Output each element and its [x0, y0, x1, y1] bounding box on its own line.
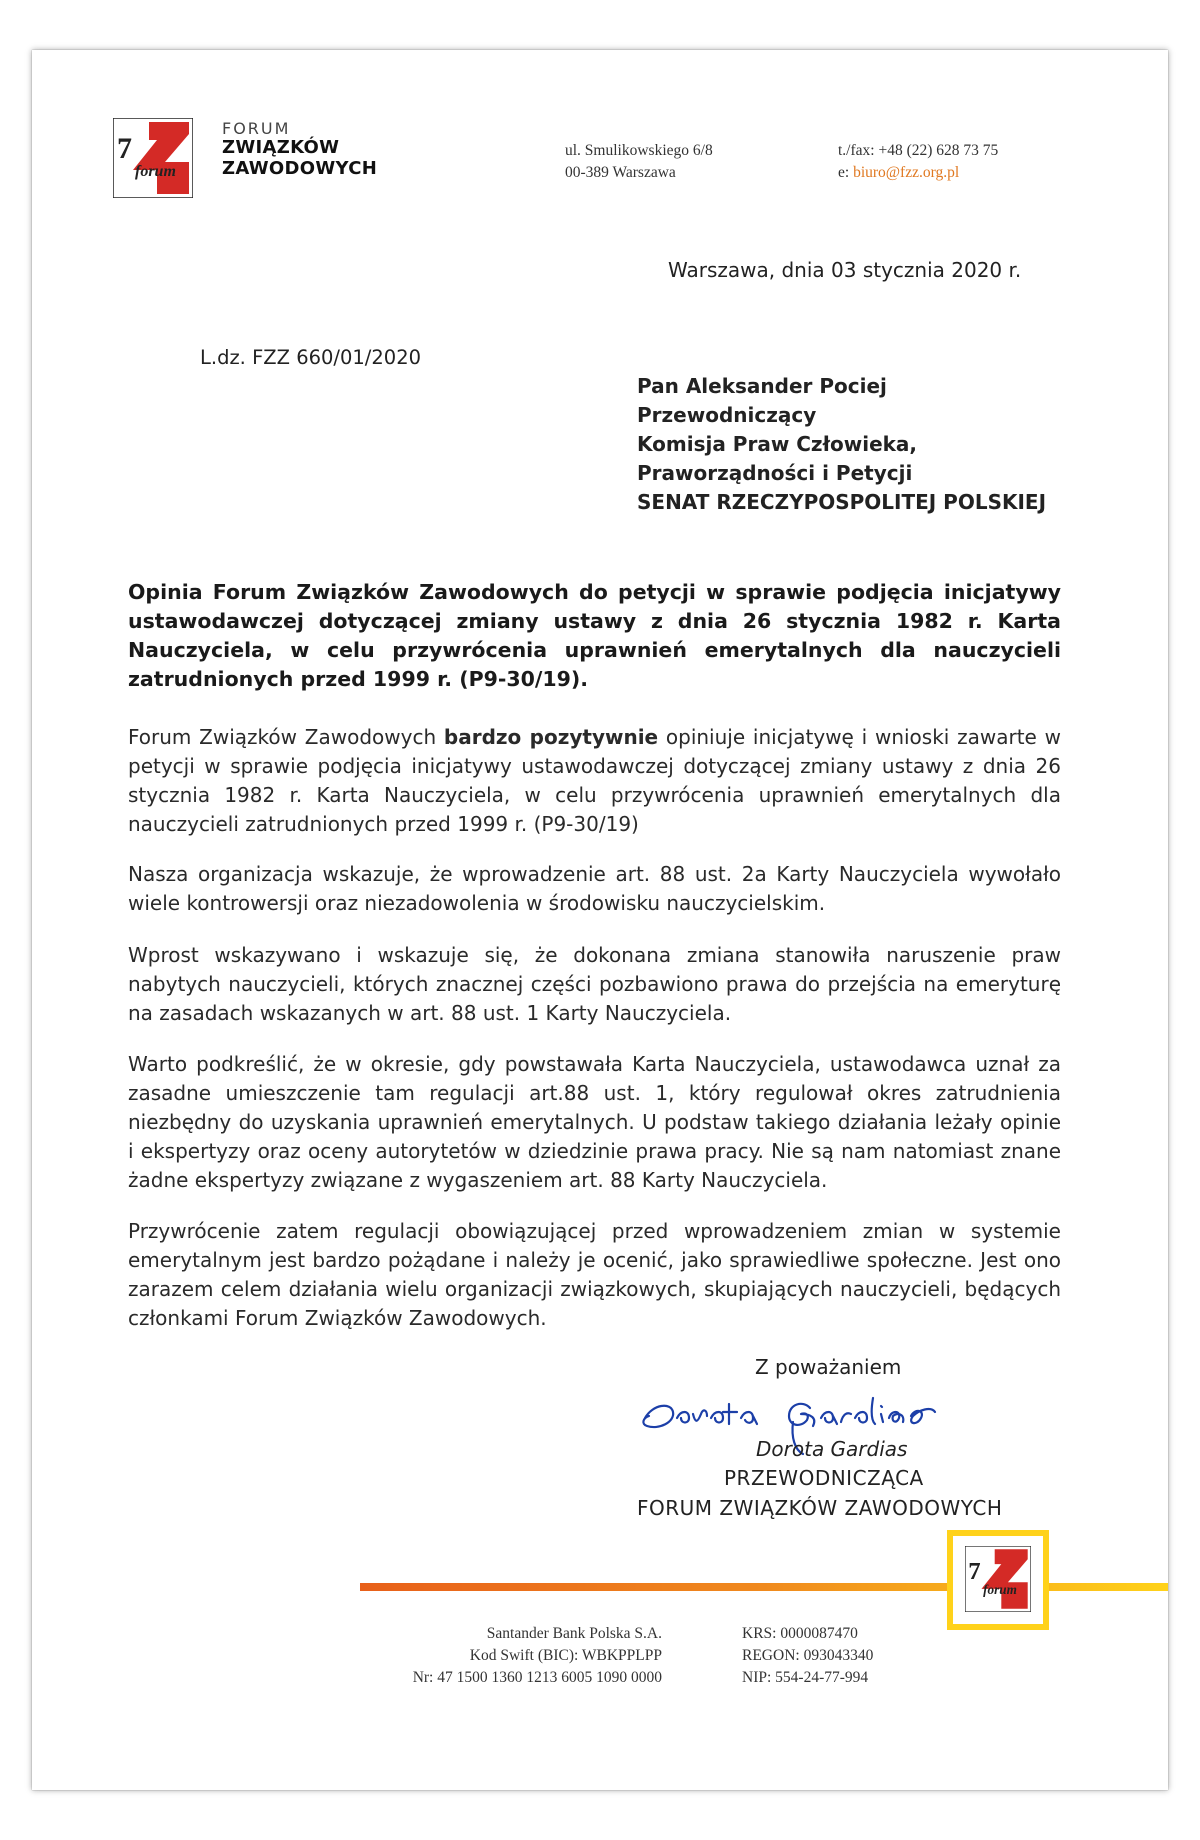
brand-name: [222, 120, 377, 180]
registry-details: [742, 1623, 873, 1689]
recipient-block: [637, 372, 1046, 517]
contact-block: [838, 140, 998, 184]
address-city: 00-389 Warszawa: [565, 164, 676, 181]
brand-forum: FORUM: [222, 119, 291, 138]
email-link[interactable]: biuro@fzz.org.pl: [853, 164, 960, 181]
recipient-line: Przewodniczący: [637, 403, 817, 427]
recipient-line: Pan Aleksander Pociej: [637, 374, 887, 398]
brand-line-2: ZAWODOWYCH: [222, 158, 378, 180]
contact-phone: t./fax: +48 (22) 628 73 75: [838, 142, 999, 159]
footer-fzz-logo: [965, 1546, 1031, 1612]
registry-regon: REGON: 093043340: [742, 1647, 874, 1664]
fzz-logo: [113, 118, 193, 198]
email-prefix: e:: [838, 164, 854, 181]
p1-text-end: opiniuje inicjatywę i wnioski zawarte w petycji w sprawie podjęcia inicjatywy ustawodawczej dotyczącej zmiany ustawy z dnia 26 stycznia 1982 r. Karta Nauczyciela, w celu przywrócenia uprawnień emerytalnych dla nauczycieli zatrudnionych przed 1999 r. (P9-30/19): [128, 725, 1061, 836]
signer-title: PRZEWODNICZĄCA: [724, 1466, 924, 1490]
p1-text-start: Forum Związków Zawodowych: [128, 725, 444, 749]
letter-subject: Opinia Forum Związków Zawodowych do petycji w sprawie podjęcia inicjatywy ustawodawczej dotyczącej zmiany ustawy z dnia 26 stycznia 1982 r. Karta Nauczyciela, w celu przywrócenia uprawnień emerytalnych dla nauczycieli zatrudnionych przed 1999 r. (P9-30/19).: [128, 580, 1061, 691]
recipient-line: Komisja Praw Człowieka,: [637, 432, 918, 456]
letter-sheet: [32, 50, 1168, 1790]
footer-logo-frame: [947, 1530, 1049, 1630]
signer-name: Dorota Gardias: [756, 1437, 908, 1461]
reference-number: L.dz. FZZ 660/01/2020: [200, 346, 422, 369]
registry-nip: NIP: 554-24-77-994: [742, 1669, 869, 1686]
body-paragraph-3: Wprost wskazywano i wskazuje się, że dokonana zmiana stanowiła naruszenie praw nabytych nauczycieli, których znacznej części pozbawiono prawa do przejścia na emeryturę na zasadach wskazanych w art. 88 ust. 1 Karty Nauczyciela.: [128, 943, 1061, 1025]
svg-text:7: 7: [968, 1558, 981, 1585]
bank-details: [300, 1623, 662, 1689]
closing-greeting: Z poważaniem: [755, 1355, 902, 1379]
svg-text:7: 7: [117, 132, 132, 165]
svg-text:forum: forum: [135, 163, 176, 180]
contact-email-line: [838, 162, 998, 184]
body-paragraph-2: Nasza organizacja wskazuje, że wprowadzenie art. 88 ust. 2a Karty Nauczyciela wywołało wiele kontrowersji oraz niezadowolenia w środowisku nauczycielskim.: [128, 862, 1061, 915]
body-paragraph-5: Przywrócenie zatem regulacji obowiązującej przed wprowadzeniem zmian w systemie emerytalnym jest bardzo pożądane i należy je ocenić, jako sprawiedliwe społeczne. Jest ono zarazem celem działania wielu organizacji związkowych, skupiających nauczycieli, będących członkami Forum Związków Zawodowych.: [128, 1219, 1061, 1330]
address-street: ul. Smulikowskiego 6/8: [565, 142, 713, 159]
signer-organization: FORUM ZWIĄZKÓW ZAWODOWYCH: [637, 1496, 1003, 1520]
registry-krs: KRS: 0000087470: [742, 1625, 858, 1642]
svg-text:forum: forum: [983, 1581, 1017, 1597]
recipient-line: SENAT RZECZYPOSPOLITEJ POLSKIEJ: [637, 490, 1047, 514]
p1-emphasis: bardzo pozytywnie: [443, 725, 659, 749]
bank-swift: Kod Swift (BIC): WBKPPLPP: [469, 1647, 662, 1664]
body-paragraph-4: Warto podkreślić, że w okresie, gdy powstawała Karta Nauczyciela, ustawodawca uznał za zasadne umieszczenie tam regulacji art.88 ust. 1, który regulował okres zatrudnienia niezbędny do uzyskania uprawnień emerytalnych. U podstaw takiego działania leżały opinie i ekspertyzy oraz oceny autorytetów w dziedzinie prawa pracy. Nie są nam natomiast znane żadne ekspertyzy związane z wygaszeniem art. 88 Karty Nauczyciela.: [128, 1052, 1061, 1192]
letter-date: Warszawa, dnia 03 stycznia 2020 r.: [668, 258, 1022, 282]
brand-line-1: ZWIĄZKÓW: [222, 137, 340, 159]
recipient-line: Praworządności i Petycji: [637, 461, 913, 485]
bank-name: Santander Bank Polska S.A.: [486, 1625, 662, 1642]
body-paragraph-1: [128, 723, 1061, 839]
address-block: [565, 140, 713, 184]
bank-account: Nr: 47 1500 1360 1213 6005 1090 0000: [412, 1669, 662, 1686]
